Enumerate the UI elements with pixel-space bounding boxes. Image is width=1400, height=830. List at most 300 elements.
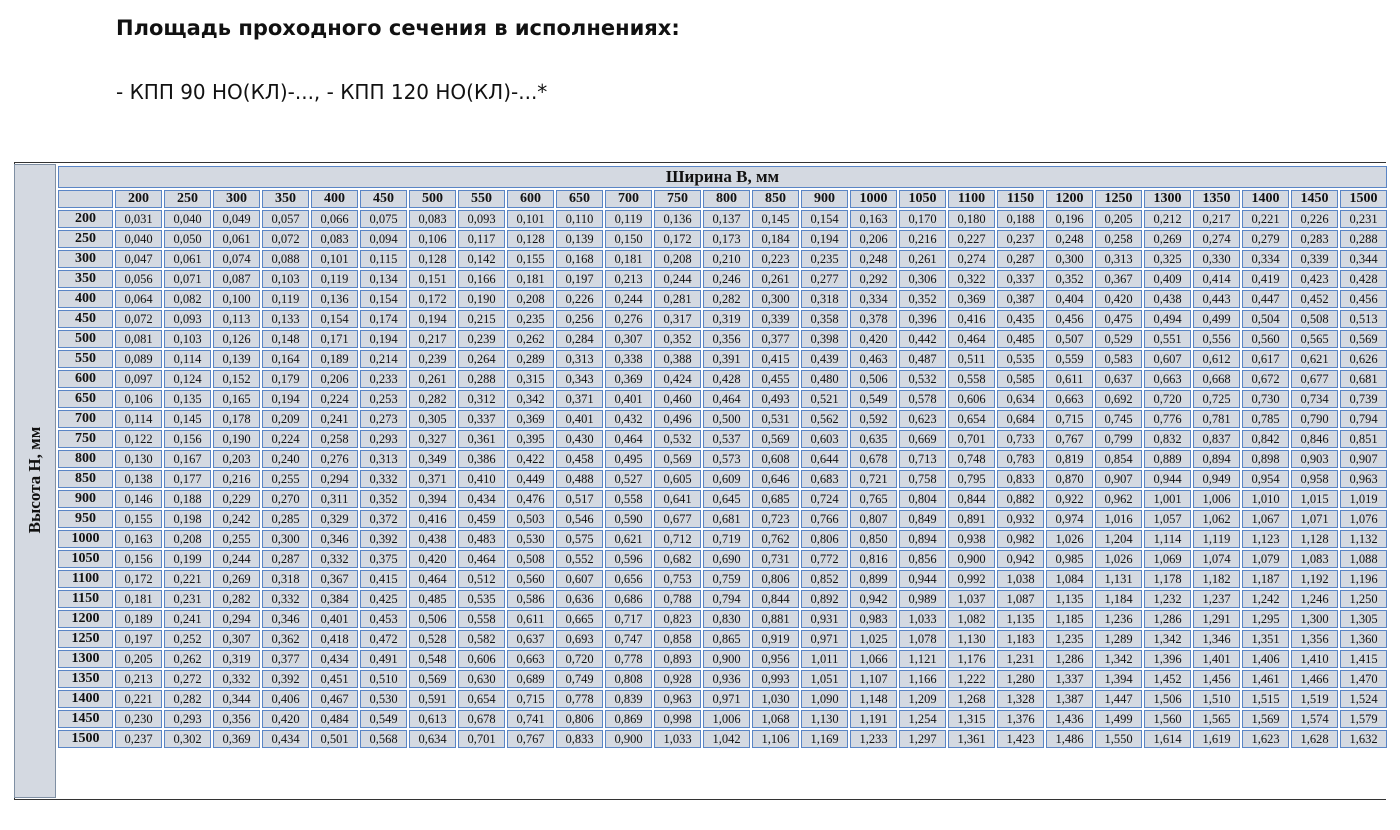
area-value-cell: 0,208 [507, 290, 554, 308]
table-row [58, 490, 1387, 508]
area-value-cell: 1,026 [1046, 530, 1093, 548]
area-value-cell: 0,713 [899, 450, 946, 468]
area-value-cell: 0,146 [115, 490, 162, 508]
area-value-cell: 0,156 [164, 430, 211, 448]
area-value-cell: 1,078 [899, 630, 946, 648]
area-value-cell: 0,061 [213, 230, 260, 248]
area-value-cell: 0,521 [801, 390, 848, 408]
area-value-cell: 0,484 [311, 710, 358, 728]
area-value-cell: 0,145 [164, 410, 211, 428]
area-value-cell: 0,306 [899, 270, 946, 288]
area-value-cell: 0,806 [801, 530, 848, 548]
area-value-cell: 0,128 [507, 230, 554, 248]
area-value-cell: 1,569 [1242, 710, 1289, 728]
area-value-cell: 0,425 [360, 590, 407, 608]
area-value-cell: 0,900 [703, 650, 750, 668]
area-value-cell: 0,097 [115, 370, 162, 388]
area-value-cell: 0,464 [458, 550, 505, 568]
area-value-cell: 0,264 [458, 350, 505, 368]
area-value-cell: 0,189 [311, 350, 358, 368]
area-value-cell: 0,907 [1095, 470, 1142, 488]
area-value-cell: 0,262 [164, 650, 211, 668]
area-value-cell: 0,332 [213, 670, 260, 688]
area-value-cell: 1,132 [1340, 530, 1387, 548]
area-value-cell: 0,196 [1046, 210, 1093, 228]
area-value-cell: 0,856 [899, 550, 946, 568]
area-value-cell: 0,891 [948, 510, 995, 528]
area-value-cell: 0,517 [556, 490, 603, 508]
area-value-cell: 0,532 [899, 370, 946, 388]
area-value-cell: 0,061 [164, 250, 211, 268]
area-value-cell: 1,033 [654, 730, 701, 748]
area-value-cell: 0,678 [850, 450, 897, 468]
area-value-cell: 0,568 [360, 730, 407, 748]
area-value-cell: 0,388 [654, 350, 701, 368]
area-value-cell: 0,785 [1242, 410, 1289, 428]
area-value-cell: 1,456 [1193, 670, 1240, 688]
area-value-cell: 0,386 [458, 450, 505, 468]
area-value-cell: 1,088 [1340, 550, 1387, 568]
area-value-cell: 1,506 [1144, 690, 1191, 708]
area-value-cell: 0,313 [1095, 250, 1142, 268]
area-value-cell: 1,001 [1144, 490, 1191, 508]
area-value-cell: 0,168 [556, 250, 603, 268]
area-value-cell: 1,291 [1193, 610, 1240, 628]
area-value-cell: 0,635 [850, 430, 897, 448]
area-value-cell: 0,839 [605, 690, 652, 708]
height-header-cell: 850 [58, 470, 113, 488]
area-value-cell: 0,712 [654, 530, 701, 548]
area-value-cell: 0,456 [1046, 310, 1093, 328]
area-value-cell: 0,392 [262, 670, 309, 688]
height-header-cell: 800 [58, 450, 113, 468]
area-value-cell: 0,188 [164, 490, 211, 508]
area-value-cell: 0,233 [360, 370, 407, 388]
area-value-cell: 0,152 [213, 370, 260, 388]
area-value-cell: 0,282 [213, 590, 260, 608]
area-value-cell: 0,637 [1095, 370, 1142, 388]
area-value-cell: 0,401 [605, 390, 652, 408]
width-header-cell: 900 [801, 190, 848, 208]
height-header-cell: 400 [58, 290, 113, 308]
area-value-cell: 1,361 [948, 730, 995, 748]
area-value-cell: 0,179 [262, 370, 309, 388]
table-row [58, 330, 1387, 348]
area-value-cell: 0,339 [752, 310, 799, 328]
area-value-cell: 0,082 [164, 290, 211, 308]
area-value-cell: 0,210 [703, 250, 750, 268]
area-value-cell: 0,394 [409, 490, 456, 508]
area-value-cell: 0,612 [1193, 350, 1240, 368]
area-value-cell: 0,442 [899, 330, 946, 348]
area-value-cell: 1,010 [1242, 490, 1289, 508]
area-value-cell: 0,307 [605, 330, 652, 348]
area-value-cell: 0,270 [262, 490, 309, 508]
area-value-cell: 0,993 [752, 670, 799, 688]
area-value-cell: 0,510 [360, 670, 407, 688]
area-value-cell: 0,606 [458, 650, 505, 668]
area-value-cell: 0,208 [654, 250, 701, 268]
area-value-cell: 0,172 [115, 570, 162, 588]
area-value-cell: 1,342 [1144, 630, 1191, 648]
area-value-cell: 1,067 [1242, 510, 1289, 528]
area-value-cell: 0,208 [164, 530, 211, 548]
area-value-cell: 0,721 [850, 470, 897, 488]
table-row [58, 290, 1387, 308]
area-value-cell: 0,932 [997, 510, 1044, 528]
area-value-cell: 0,221 [115, 690, 162, 708]
area-value-cell: 0,865 [703, 630, 750, 648]
area-value-cell: 0,830 [703, 610, 750, 628]
area-value-cell: 0,852 [801, 570, 848, 588]
area-value-cell: 0,443 [1193, 290, 1240, 308]
area-value-cell: 0,608 [752, 450, 799, 468]
area-value-cell: 0,261 [409, 370, 456, 388]
area-value-cell: 0,151 [409, 270, 456, 288]
area-value-cell: 0,677 [654, 510, 701, 528]
area-value-cell: 0,150 [605, 230, 652, 248]
area-value-cell: 0,178 [213, 410, 260, 428]
area-value-cell: 0,686 [605, 590, 652, 608]
area-value-cell: 0,575 [556, 530, 603, 548]
area-value-cell: 0,119 [311, 270, 358, 288]
area-value-cell: 0,725 [1193, 390, 1240, 408]
area-value-cell: 0,274 [948, 250, 995, 268]
area-value-cell: 0,808 [605, 670, 652, 688]
area-value-cell: 0,392 [360, 530, 407, 548]
area-value-cell: 0,395 [507, 430, 554, 448]
area-value-cell: 0,558 [605, 490, 652, 508]
area-value-cell: 0,500 [703, 410, 750, 428]
area-value-cell: 0,460 [654, 390, 701, 408]
area-value-cell: 0,292 [850, 270, 897, 288]
area-value-cell: 0,387 [997, 290, 1044, 308]
height-header-cell: 600 [58, 370, 113, 388]
area-value-cell: 0,669 [899, 430, 946, 448]
area-value-cell: 0,535 [997, 350, 1044, 368]
area-value-cell: 0,844 [948, 490, 995, 508]
area-value-cell: 0,420 [1095, 290, 1142, 308]
table-row [58, 570, 1387, 588]
area-value-cell: 1,632 [1340, 730, 1387, 748]
area-value-cell: 0,420 [262, 710, 309, 728]
area-value-cell: 0,485 [409, 590, 456, 608]
area-value-cell: 0,783 [997, 450, 1044, 468]
area-value-cell: 0,870 [1046, 470, 1093, 488]
area-value-cell: 0,496 [654, 410, 701, 428]
area-value-cell: 0,206 [850, 230, 897, 248]
area-value-cell: 1,396 [1144, 650, 1191, 668]
area-value-cell: 0,551 [1144, 330, 1191, 348]
area-value-cell: 1,286 [1144, 610, 1191, 628]
area-value-cell: 0,530 [507, 530, 554, 548]
area-value-cell: 0,530 [360, 690, 407, 708]
area-value-cell: 0,565 [1291, 330, 1338, 348]
area-value-cell: 0,936 [703, 670, 750, 688]
area-value-cell: 1,051 [801, 670, 848, 688]
area-value-cell: 0,569 [1340, 330, 1387, 348]
area-value-cell: 0,495 [605, 450, 652, 468]
width-header-cell: 1350 [1193, 190, 1240, 208]
area-value-cell: 0,788 [654, 590, 701, 608]
area-value-cell: 0,231 [1340, 210, 1387, 228]
width-header-cell: 200 [115, 190, 162, 208]
area-value-cell: 1,447 [1095, 690, 1142, 708]
area-value-cell: 1,178 [1144, 570, 1191, 588]
area-value-cell: 0,231 [164, 590, 211, 608]
area-value-cell: 0,050 [164, 230, 211, 248]
area-value-cell: 0,197 [556, 270, 603, 288]
area-value-cell: 0,155 [507, 250, 554, 268]
area-value-cell: 0,241 [164, 610, 211, 628]
height-header-cell: 1250 [58, 630, 113, 648]
area-value-cell: 0,799 [1095, 430, 1142, 448]
area-value-cell: 0,377 [262, 650, 309, 668]
area-value-cell: 1,346 [1193, 630, 1240, 648]
area-value-cell: 0,685 [752, 490, 799, 508]
area-value-cell: 0,637 [507, 630, 554, 648]
area-value-cell: 0,110 [556, 210, 603, 228]
area-value-cell: 0,683 [801, 470, 848, 488]
area-value-cell: 0,126 [213, 330, 260, 348]
area-value-cell: 0,142 [458, 250, 505, 268]
area-value-cell: 0,508 [1291, 310, 1338, 328]
area-value-cell: 1,196 [1340, 570, 1387, 588]
area-value-cell: 0,075 [360, 210, 407, 228]
area-value-cell: 0,558 [948, 370, 995, 388]
area-value-cell: 1,486 [1046, 730, 1093, 748]
area-value-cell: 0,493 [752, 390, 799, 408]
area-value-cell: 0,367 [311, 570, 358, 588]
area-value-cell: 1,250 [1340, 590, 1387, 608]
area-value-cell: 0,293 [164, 710, 211, 728]
area-value-cell: 0,300 [262, 530, 309, 548]
area-value-cell: 1,236 [1095, 610, 1142, 628]
area-value-cell: 1,069 [1144, 550, 1191, 568]
area-value-cell: 0,154 [360, 290, 407, 308]
area-value-cell: 0,119 [605, 210, 652, 228]
area-value-cell: 0,332 [262, 590, 309, 608]
area-value-cell: 0,122 [115, 430, 162, 448]
height-header-cell: 1000 [58, 530, 113, 548]
area-value-cell: 0,420 [409, 550, 456, 568]
area-value-cell: 1,119 [1193, 530, 1240, 548]
area-value-cell: 1,135 [997, 610, 1044, 628]
area-value-cell: 0,504 [1242, 310, 1289, 328]
area-value-cell: 0,548 [409, 650, 456, 668]
area-value-cell: 1,222 [948, 670, 995, 688]
height-header-cell: 1050 [58, 550, 113, 568]
area-value-cell: 0,762 [752, 530, 799, 548]
area-value-cell: 1,295 [1242, 610, 1289, 628]
area-value-cell: 0,282 [164, 690, 211, 708]
area-value-cell: 0,170 [899, 210, 946, 228]
area-value-cell: 0,549 [850, 390, 897, 408]
area-value-cell: 0,806 [752, 570, 799, 588]
area-value-cell: 0,190 [458, 290, 505, 308]
area-value-cell: 0,559 [1046, 350, 1093, 368]
width-header-cell: 1050 [899, 190, 946, 208]
area-value-cell: 0,907 [1340, 450, 1387, 468]
area-value-cell: 0,101 [507, 210, 554, 228]
area-value-cell: 0,423 [1291, 270, 1338, 288]
height-header-cell: 200 [58, 210, 113, 228]
area-value-cell: 0,693 [556, 630, 603, 648]
area-value-cell: 0,453 [360, 610, 407, 628]
width-header-cell: 1400 [1242, 190, 1289, 208]
area-value-cell: 0,302 [164, 730, 211, 748]
area-value-cell: 1,387 [1046, 690, 1093, 708]
area-value-cell: 0,332 [360, 470, 407, 488]
height-header-cell: 1500 [58, 730, 113, 748]
area-value-cell: 0,507 [1046, 330, 1093, 348]
area-value-cell: 0,434 [311, 650, 358, 668]
area-value-cell: 0,475 [1095, 310, 1142, 328]
area-value-cell: 0,998 [654, 710, 701, 728]
area-value-cell: 0,449 [507, 470, 554, 488]
area-value-cell: 0,189 [115, 610, 162, 628]
area-value-cell: 0,739 [1340, 390, 1387, 408]
area-value-cell: 0,154 [311, 310, 358, 328]
area-value-cell: 0,641 [654, 490, 701, 508]
area-value-cell: 0,066 [311, 210, 358, 228]
area-value-cell: 0,512 [458, 570, 505, 588]
page-heading: Площадь проходного сечения в исполнениях: [116, 16, 680, 40]
area-value-cell: 0,088 [262, 250, 309, 268]
area-value-cell: 0,590 [605, 510, 652, 528]
area-value-cell: 1,452 [1144, 670, 1191, 688]
area-value-cell: 0,513 [1340, 310, 1387, 328]
height-header-cell: 750 [58, 430, 113, 448]
table-row [58, 450, 1387, 468]
area-value-cell: 0,253 [360, 390, 407, 408]
area-value-cell: 1,128 [1291, 530, 1338, 548]
area-value-cell: 0,177 [164, 470, 211, 488]
area-value-cell: 0,607 [1144, 350, 1191, 368]
area-value-cell: 0,795 [948, 470, 995, 488]
area-value-cell: 0,173 [703, 230, 750, 248]
height-header-cell: 1300 [58, 650, 113, 668]
area-value-cell: 1,184 [1095, 590, 1142, 608]
area-value-cell: 0,528 [409, 630, 456, 648]
area-value-cell: 0,452 [1291, 290, 1338, 308]
area-value-cell: 0,240 [262, 450, 309, 468]
area-value-cell: 0,106 [409, 230, 456, 248]
area-value-cell: 0,216 [213, 470, 260, 488]
area-value-cell: 0,406 [262, 690, 309, 708]
area-value-cell: 0,944 [1144, 470, 1191, 488]
area-value-cell: 0,221 [164, 570, 211, 588]
area-value-cell: 0,163 [850, 210, 897, 228]
area-value-cell: 1,204 [1095, 530, 1142, 548]
area-value-cell: 0,463 [850, 350, 897, 368]
area-value-cell: 1,169 [801, 730, 848, 748]
table-row [58, 250, 1387, 268]
area-value-cell: 0,832 [1144, 430, 1191, 448]
area-value-cell: 0,203 [213, 450, 260, 468]
area-value-cell: 0,217 [1193, 210, 1240, 228]
area-value-cell: 0,313 [360, 450, 407, 468]
width-header-cell: 450 [360, 190, 407, 208]
area-value-cell: 0,531 [752, 410, 799, 428]
area-value-cell: 0,476 [507, 490, 554, 508]
area-value-cell: 1,297 [899, 730, 946, 748]
area-value-cell: 0,148 [262, 330, 309, 348]
area-value-cell: 0,327 [409, 430, 456, 448]
area-value-cell: 0,894 [899, 530, 946, 548]
area-value-cell: 0,806 [556, 710, 603, 728]
area-value-cell: 0,665 [556, 610, 603, 628]
area-value-cell: 0,223 [752, 250, 799, 268]
area-value-cell: 0,367 [1095, 270, 1142, 288]
area-value-cell: 0,535 [458, 590, 505, 608]
area-value-cell: 0,100 [213, 290, 260, 308]
area-value-cell: 1,011 [801, 650, 848, 668]
area-value-cell: 0,889 [1144, 450, 1191, 468]
area-value-cell: 0,352 [360, 490, 407, 508]
area-value-cell: 0,410 [458, 470, 505, 488]
area-value-cell: 0,343 [556, 370, 603, 388]
area-value-cell: 0,501 [311, 730, 358, 748]
area-value-cell: 1,415 [1340, 650, 1387, 668]
area-value-cell: 0,318 [262, 570, 309, 588]
area-value-cell: 0,983 [850, 610, 897, 628]
area-value-cell: 0,668 [1193, 370, 1240, 388]
area-value-cell: 0,371 [556, 390, 603, 408]
area-value-cell: 0,205 [1095, 210, 1142, 228]
area-value-cell: 0,344 [213, 690, 260, 708]
area-value-cell: 1,107 [850, 670, 897, 688]
table-row [58, 630, 1387, 648]
area-value-cell: 0,352 [654, 330, 701, 348]
area-value-cell: 0,294 [311, 470, 358, 488]
area-value-cell: 1,289 [1095, 630, 1142, 648]
area-value-cell: 0,199 [164, 550, 211, 568]
area-value-cell: 0,677 [1291, 370, 1338, 388]
area-value-cell: 1,614 [1144, 730, 1191, 748]
area-value-cell: 0,396 [899, 310, 946, 328]
area-value-cell: 0,488 [556, 470, 603, 488]
area-value-cell: 1,076 [1340, 510, 1387, 528]
area-value-cell: 0,288 [458, 370, 505, 388]
area-value-cell: 1,019 [1340, 490, 1387, 508]
area-value-cell: 0,171 [311, 330, 358, 348]
width-header-cell: 250 [164, 190, 211, 208]
area-value-cell: 0,903 [1291, 450, 1338, 468]
area-value-cell: 0,262 [507, 330, 554, 348]
area-value-cell: 0,081 [115, 330, 162, 348]
area-value-cell: 0,692 [1095, 390, 1142, 408]
area-value-cell: 0,833 [556, 730, 603, 748]
area-value-cell: 1,191 [850, 710, 897, 728]
area-value-cell: 0,546 [556, 510, 603, 528]
area-value-cell: 0,154 [801, 210, 848, 228]
width-header-row [58, 190, 1387, 208]
area-value-cell: 0,529 [1095, 330, 1142, 348]
area-value-cell: 0,458 [556, 450, 603, 468]
area-value-cell: 0,938 [948, 530, 995, 548]
area-value-cell: 0,623 [899, 410, 946, 428]
area-value-cell: 1,524 [1340, 690, 1387, 708]
area-value-cell: 0,931 [801, 610, 848, 628]
area-value-cell: 0,485 [997, 330, 1044, 348]
area-value-cell: 0,337 [458, 410, 505, 428]
area-value-cell: 1,406 [1242, 650, 1289, 668]
area-value-cell: 0,985 [1046, 550, 1093, 568]
area-value-cell: 0,480 [801, 370, 848, 388]
area-value-cell: 0,235 [801, 250, 848, 268]
width-header-cell: 1500 [1340, 190, 1387, 208]
